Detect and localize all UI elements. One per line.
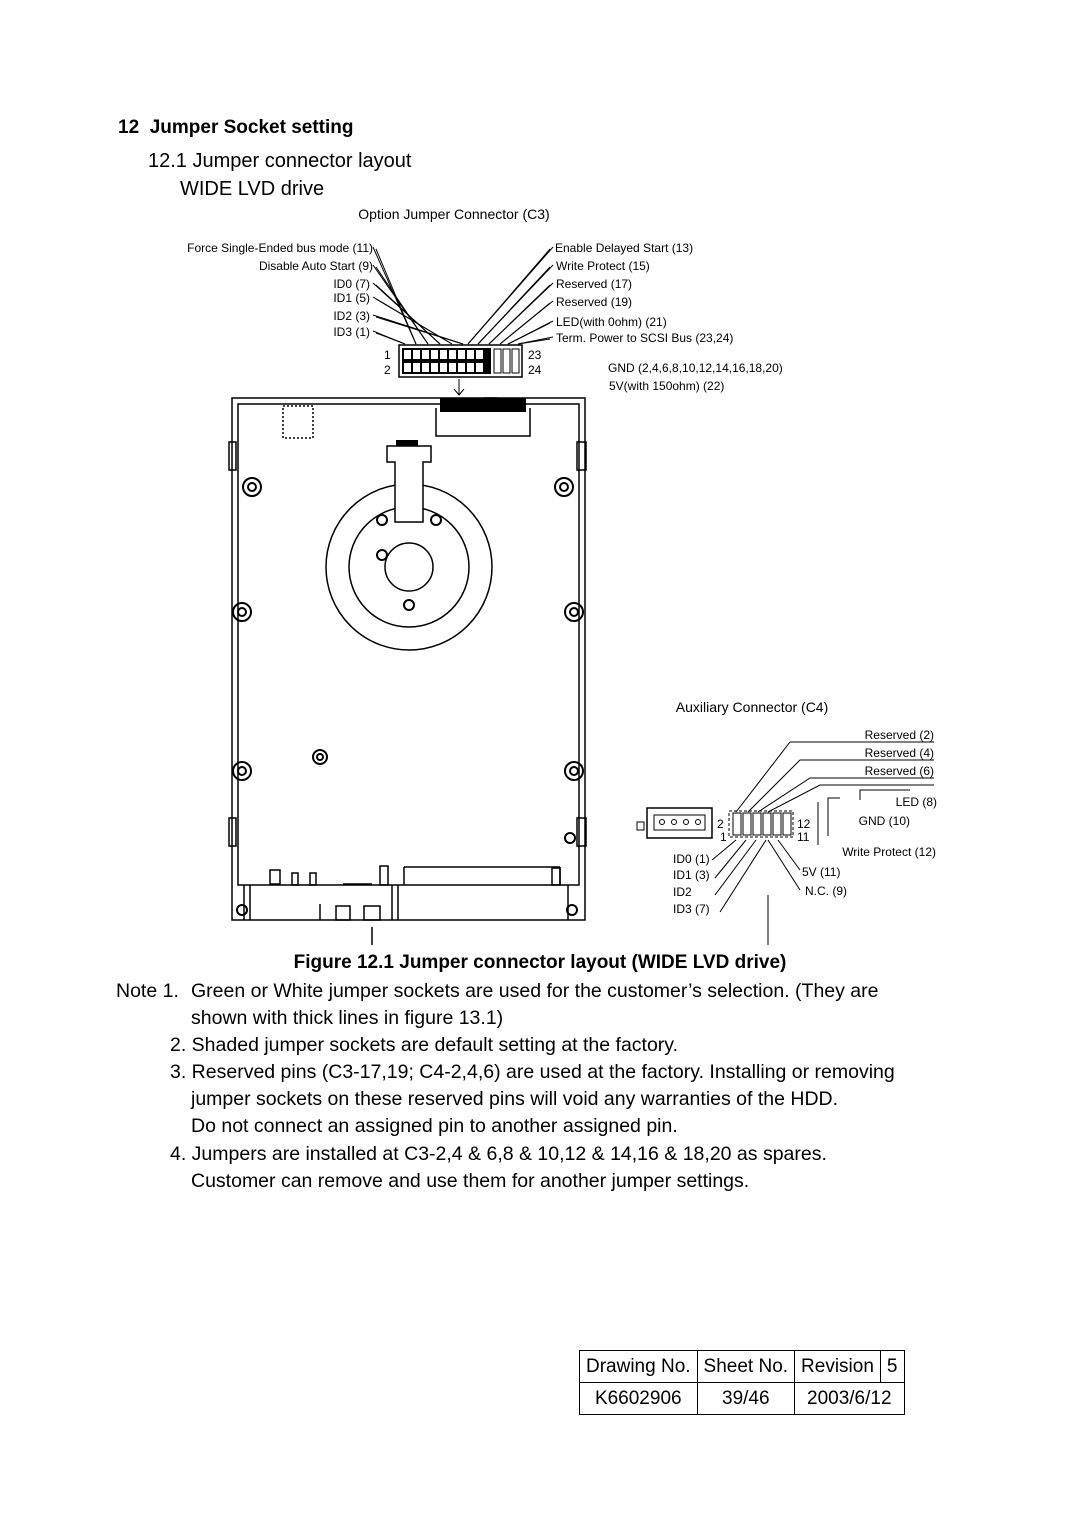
drawing-no: K6602906 (580, 1383, 698, 1415)
sheet-no-label: Sheet No. (697, 1351, 795, 1383)
c3-label-enable-delayed-start: Enable Delayed Start (13) (555, 241, 694, 255)
c3-leader-lines-right (468, 247, 553, 344)
c4-label-id3: ID3 (7) (673, 902, 710, 916)
c3-label-id3: ID3 (1) (333, 325, 370, 339)
section-number: 12 (118, 117, 140, 138)
c4-label-5v: 5V (11) (802, 865, 841, 879)
note-2: 2. Shaded jumper sockets are default setting at the factory. (170, 1034, 679, 1056)
subsection-subtitle: WIDE LVD drive (180, 178, 325, 200)
c4-title: Auxiliary Connector (C4) (675, 699, 829, 715)
note-1-prefix: Note 1. (116, 980, 179, 1002)
c3-label-led: LED(with 0ohm) (21) (556, 315, 667, 329)
hdd-body (229, 398, 586, 945)
note-4-line2: Customer can remove and use them for another jumper settings. (191, 1170, 750, 1192)
c4-label-reserved-4: Reserved (4) (864, 746, 934, 760)
c3-label-5v: 5V(with 150ohm) (22) (609, 379, 725, 393)
c4-label-nc: N.C. (9) (805, 884, 847, 898)
c3-pin-2: 2 (384, 363, 391, 377)
c4-pin-12: 12 (797, 817, 811, 831)
c3-connector (399, 345, 522, 395)
c4-pin-2: 2 (717, 817, 724, 831)
c3-label-force-se: Force Single-Ended bus mode (11) (187, 241, 373, 255)
note-1-line1: Green or White jumper sockets are used for the customer’s selection. (They are (191, 980, 879, 1002)
c4-label-id0: ID0 (1) (673, 852, 710, 866)
c4-label-led: LED (8) (895, 795, 937, 809)
c3-label-term-power: Term. Power to SCSI Bus (23,24) (556, 331, 734, 345)
c3-leader-lines-left (373, 247, 463, 344)
c4-label-write-protect: Write Protect (12) (842, 845, 936, 859)
c3-label-id0: ID0 (7) (333, 277, 370, 291)
c4-label-reserved-2: Reserved (2) (864, 728, 934, 742)
c3-pin-23: 23 (528, 348, 542, 362)
c4-pin-1: 1 (720, 830, 727, 844)
subsection-title: 12.1 Jumper connector layout (148, 150, 412, 172)
note-4-line1: 4. Jumpers are installed at C3-2,4 & 6,8 & 10,12 & 14,16 & 18,20 as spares. (170, 1143, 827, 1165)
c4-connector (637, 808, 793, 838)
c3-label-write-protect: Write Protect (15) (556, 259, 650, 273)
c3-label-id2: ID2 (3) (333, 309, 370, 323)
c3-pin-24: 24 (528, 363, 542, 377)
figure-caption: Figure 12.1 Jumper connector layout (WIDE LVD drive) (293, 952, 787, 973)
drawing-no-label: Drawing No. (580, 1351, 698, 1383)
c4-label-id1: ID1 (3) (673, 868, 710, 882)
c3-title: Option Jumper Connector (C3) (358, 206, 550, 222)
revision-label: Revision (795, 1351, 881, 1383)
c3-label-reserved-17: Reserved (17) (556, 277, 633, 291)
c4-label-reserved-6: Reserved (6) (864, 764, 934, 778)
c3-label-reserved-19: Reserved (19) (556, 295, 633, 309)
note-3-line1: 3. Reserved pins (C3-17,19; C4-2,4,6) are used at the factory. Installing or removing (170, 1061, 895, 1083)
c3-label-id1: ID1 (5) (333, 291, 370, 305)
c4-label-id2: ID2 (673, 885, 692, 899)
c4-pin-11: 11 (797, 830, 810, 844)
c3-pin-1: 1 (384, 348, 391, 362)
section-title: Jumper Socket setting (149, 117, 354, 138)
sheet-no: 39/46 (697, 1383, 795, 1415)
c3-label-gnd: GND (2,4,6,8,10,12,14,16,18,20) (608, 361, 783, 375)
note-3-line3: Do not connect an assigned pin to another assigned pin. (191, 1115, 678, 1137)
title-block (579, 1350, 905, 1415)
c4-label-gnd: GND (10) (858, 814, 910, 828)
note-1-line2: shown with thick lines in figure 13.1) (191, 1007, 504, 1029)
c3-label-disable-autostart: Disable Auto Start (9) (258, 259, 373, 273)
date: 2003/6/12 (795, 1383, 904, 1415)
note-3-line2: jumper sockets on these reserved pins will void any warranties of the HDD. (191, 1088, 839, 1110)
revision-value: 5 (880, 1351, 904, 1383)
